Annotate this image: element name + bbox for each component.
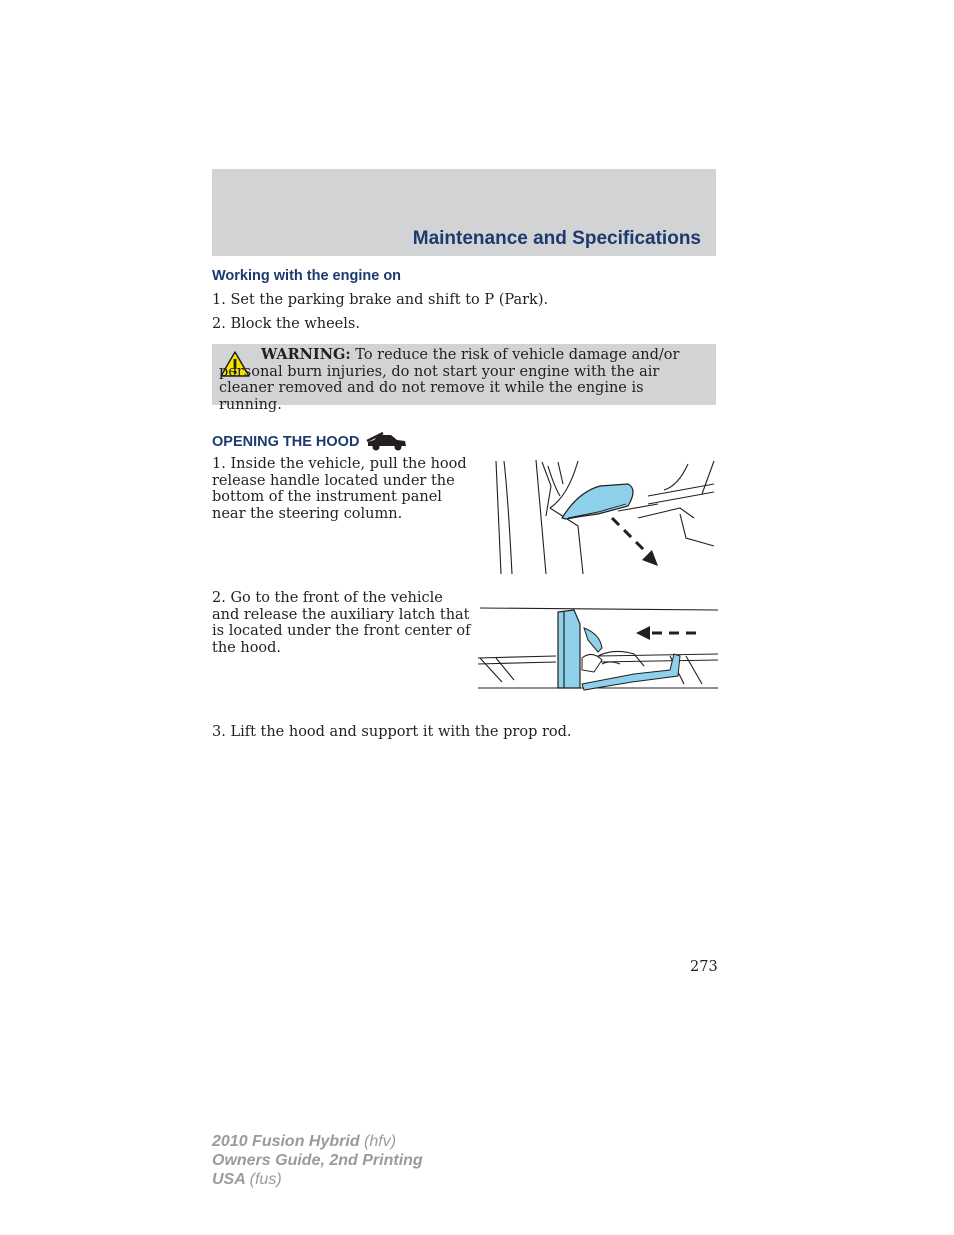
document-footer — [212, 1132, 423, 1189]
warning-message: To reduce the risk of vehicle damage and/or personal burn injuries, do not start your engine with the air cleaner removed and do not remove it while the engine is running. — [219, 347, 680, 413]
page-number: 273 — [690, 959, 718, 975]
footer-line-3 — [212, 1170, 423, 1189]
car-hood-open-icon — [365, 432, 409, 452]
auxiliary-latch-illustration — [474, 604, 720, 692]
footer-line-2: Owners Guide, 2nd Printing — [212, 1152, 423, 1169]
hood-step-3: 3. Lift the hood and support it with the prop rod. — [212, 724, 572, 740]
footer-model-code: (hfv) — [364, 1133, 397, 1150]
warning-text-block — [219, 347, 709, 413]
section-header-band — [212, 169, 716, 256]
opening-hood-heading-text: OPENING THE HOOD — [212, 434, 360, 450]
warning-label: WARNING: — [261, 346, 351, 363]
hood-release-handle-illustration — [488, 456, 716, 576]
engine-on-step-1: 1. Set the parking brake and shift to P (Park). — [212, 292, 549, 308]
opening-hood-heading — [212, 432, 409, 452]
footer-market-code: (fus) — [249, 1171, 282, 1188]
footer-line-1 — [212, 1132, 423, 1151]
footer-model: 2010 Fusion Hybrid — [212, 1133, 360, 1150]
engine-on-step-2: 2. Block the wheels. — [212, 316, 360, 332]
footer-market: USA — [212, 1171, 246, 1188]
engine-on-heading: Working with the engine on — [212, 268, 402, 284]
warning-box — [212, 344, 716, 413]
hood-step-1: 1. Inside the vehicle, pull the hood release handle located under the bottom of the instrument panel near the steering column. — [212, 456, 467, 522]
section-title: Maintenance and Specifications — [412, 228, 701, 249]
hood-step-2: 2. Go to the front of the vehicle and release the auxiliary latch that is located under the front center of the hood. — [212, 590, 471, 656]
